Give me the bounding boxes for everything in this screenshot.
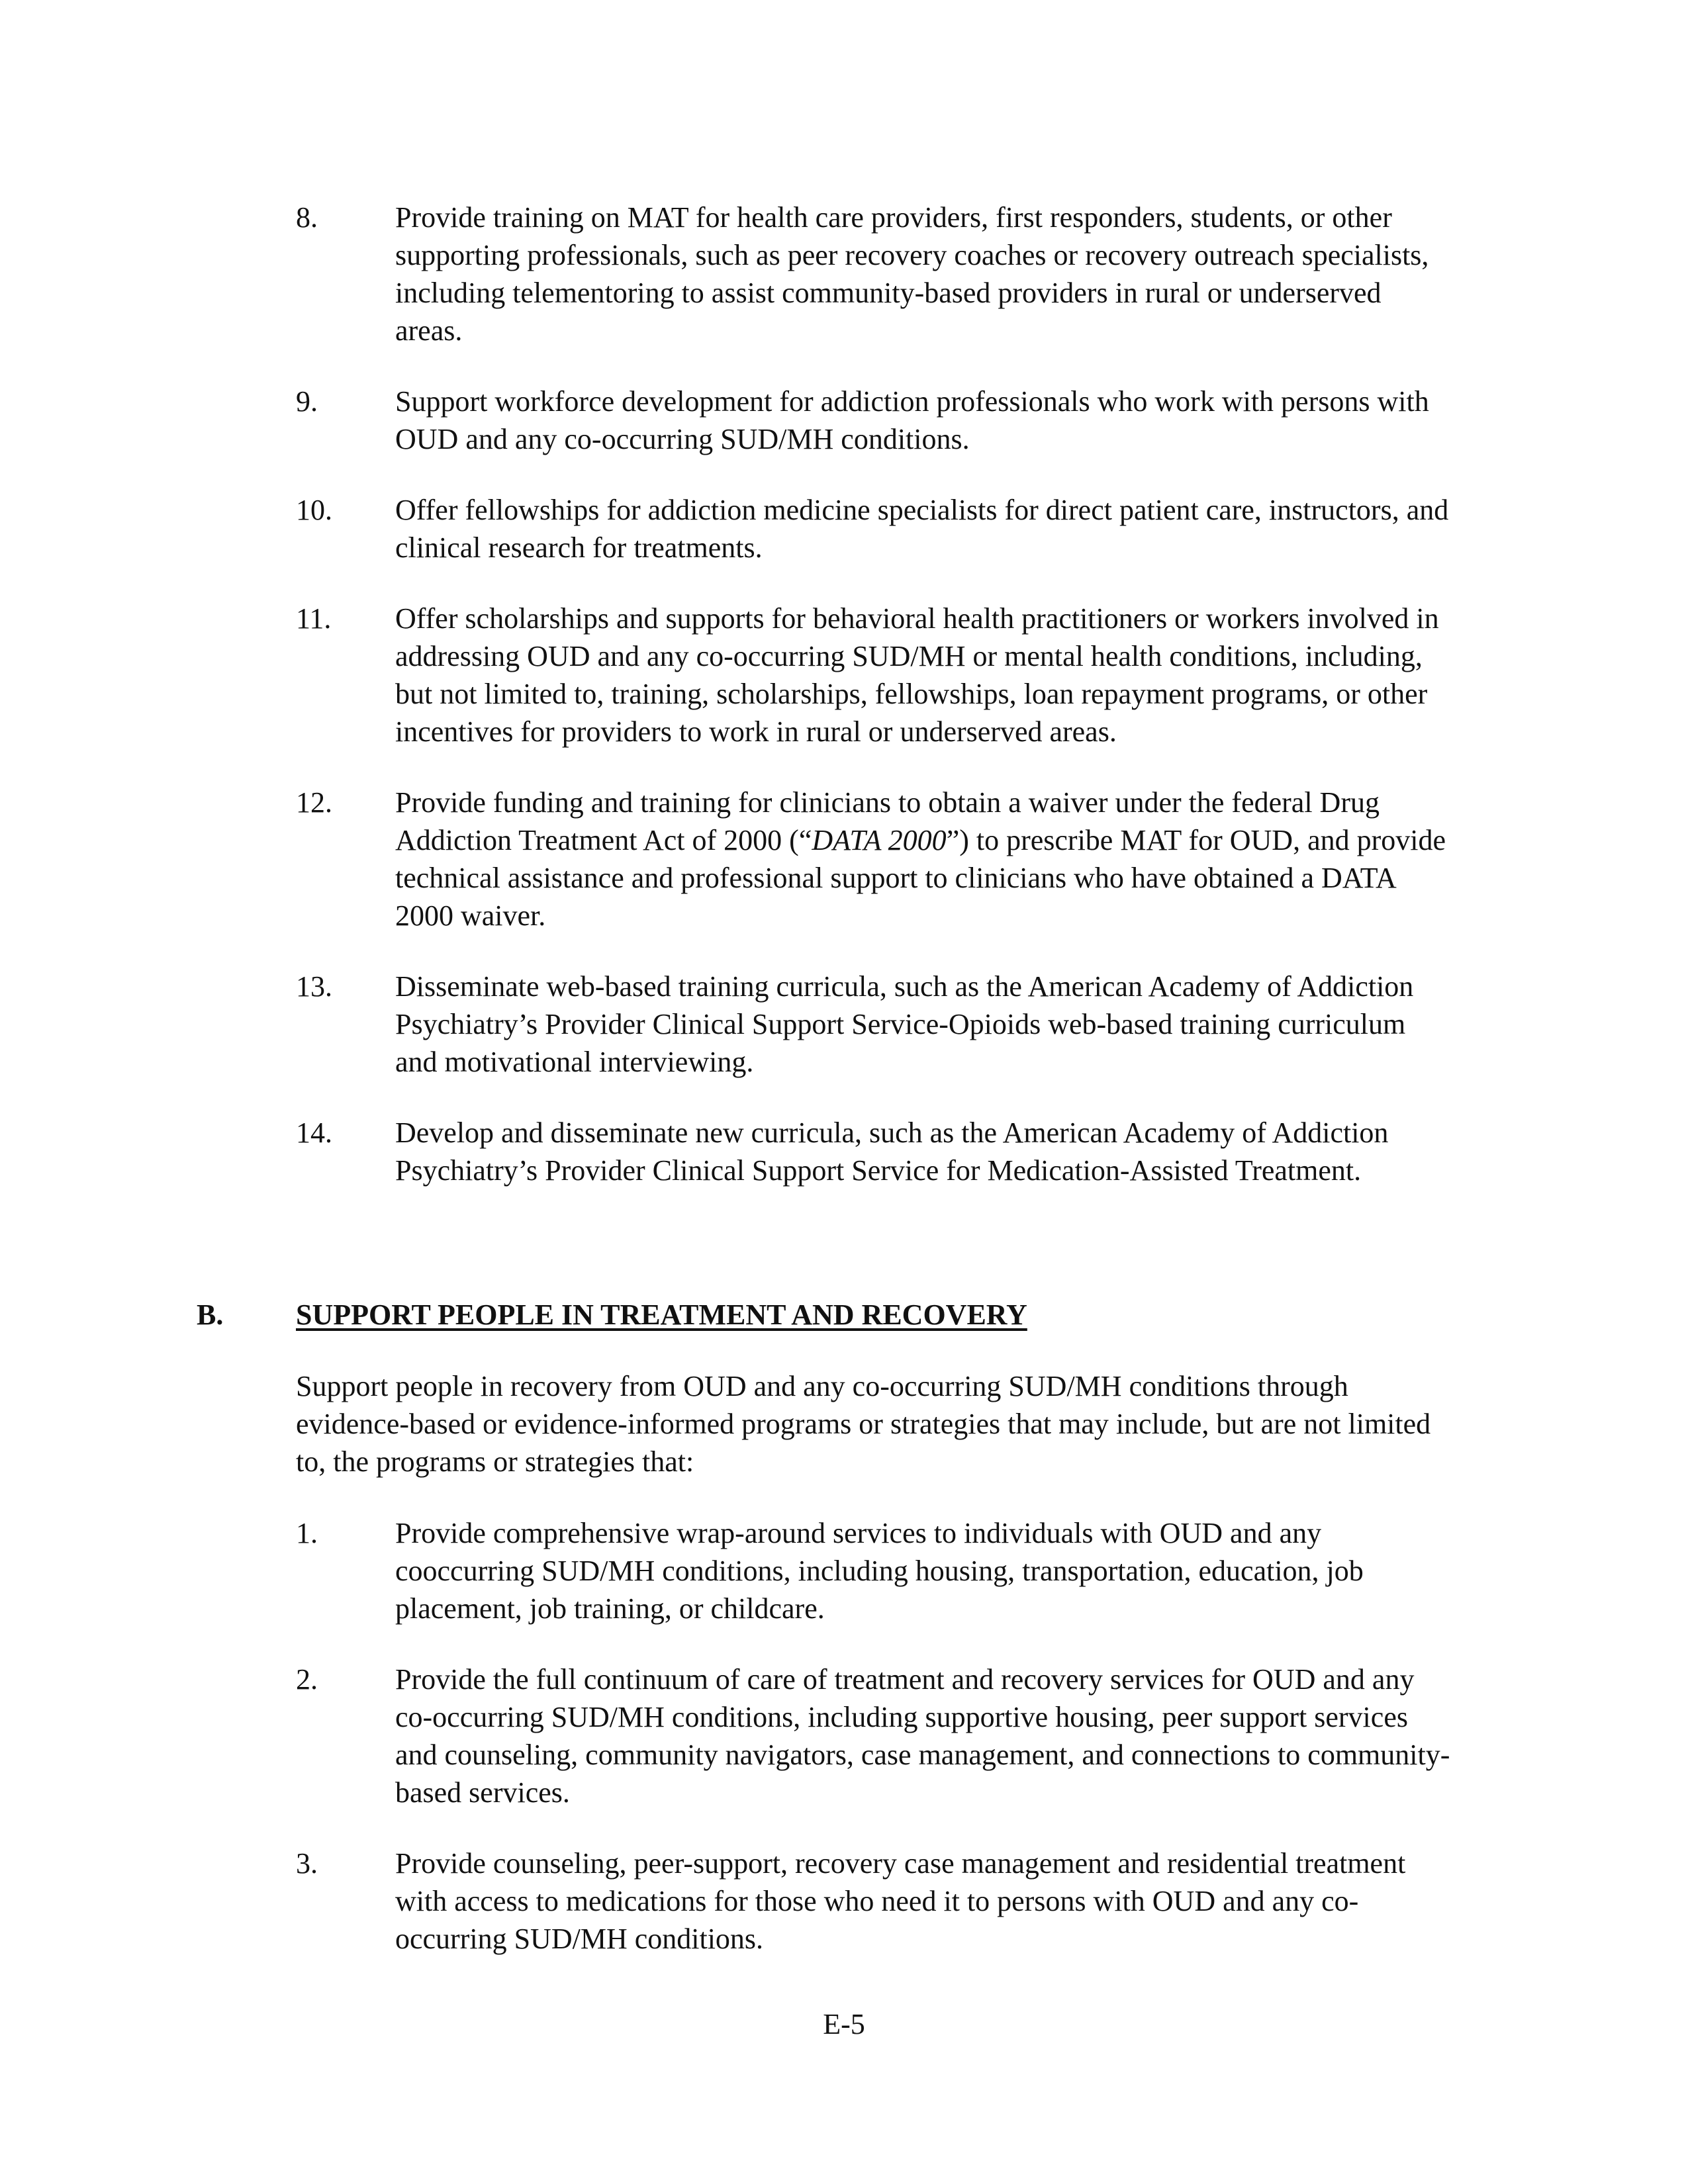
item-number: 12. bbox=[296, 786, 332, 819]
list-item bbox=[296, 491, 1487, 567]
list-item bbox=[296, 1844, 1487, 1958]
list-item bbox=[296, 383, 1487, 458]
item-number: 3. bbox=[296, 1847, 318, 1880]
item-number: 9. bbox=[296, 385, 318, 418]
item-text: Offer scholarships and supports for behavioral health practitioners or workers involved in addressing OUD and any co-occurring SUD/MH or mental health conditions, including, but not limited to, training, scholarships, fellowships, loan repayment programs, or other incentives for providers to work in rural or underserved areas. bbox=[395, 602, 1439, 748]
italic-term: DATA 2000 bbox=[812, 824, 947, 856]
item-text-part: Provide funding and training for clinicians to obtain a waiver under the federal Drug Addiction Treatment Act of 2000 (“ bbox=[395, 786, 1380, 856]
numbered-list bbox=[296, 199, 1487, 1222]
item-text bbox=[395, 784, 1454, 934]
item-number: 10. bbox=[296, 494, 332, 526]
item-number: 14. bbox=[296, 1116, 332, 1149]
item-number: 1. bbox=[296, 1517, 318, 1549]
section-heading bbox=[197, 1296, 1027, 1334]
list-item bbox=[296, 1514, 1487, 1627]
item-text-part: ”) to prescribe MAT for OUD, and provide technical assistance and professional support to clinicians who have obtained a DATA 2000 waiver. bbox=[395, 824, 1446, 932]
list-item bbox=[296, 784, 1487, 934]
item-text: Provide training on MAT for health care providers, first responders, students, or other supporting professionals, such as peer recovery coaches or recovery outreach specialists, including telementoring to assist community-based providers in rural or underserved areas. bbox=[395, 201, 1429, 347]
item-text: Provide counseling, peer-support, recovery case management and residential treatment with access to medications for those who need it to persons with OUD and any co-occurring SUD/MH conditions. bbox=[395, 1847, 1406, 1955]
list-item bbox=[296, 199, 1487, 349]
item-number: 13. bbox=[296, 970, 332, 1003]
item-text: Offer fellowships for addiction medicine specialists for direct patient care, instructors, and clinical research for treatments. bbox=[395, 494, 1449, 564]
list-item bbox=[296, 1114, 1487, 1189]
list-item bbox=[296, 1661, 1487, 1811]
section-letter: B. bbox=[197, 1298, 224, 1331]
numbered-list bbox=[296, 1514, 1487, 1991]
item-text: Develop and disseminate new curricula, such as the American Academy of Addiction Psychiatry’s Provider Clinical Support Service for Medication-Assisted Treatment. bbox=[395, 1116, 1389, 1187]
item-text: Disseminate web-based training curricula, such as the American Academy of Addiction Psychiatry’s Provider Clinical Support Service-Opioids web-based training curriculum and motivational interviewing. bbox=[395, 970, 1414, 1078]
item-number: 8. bbox=[296, 201, 318, 234]
page-number: E-5 bbox=[823, 2008, 865, 2040]
section-title: SUPPORT PEOPLE IN TREATMENT AND RECOVERY bbox=[296, 1298, 1027, 1331]
item-text: Provide comprehensive wrap-around services to individuals with OUD and any cooccurring SUD/MH conditions, including housing, transportation, education, job placement, job training, or childcare. bbox=[395, 1517, 1364, 1625]
section-intro: Support people in recovery from OUD and any co-occurring SUD/MH conditions through evidence-based or evidence-informed programs or strategies that may include, but are not limited to, the programs or strategies that: bbox=[296, 1370, 1431, 1478]
list-item bbox=[296, 600, 1487, 751]
item-number: 11. bbox=[296, 602, 332, 635]
list-item bbox=[296, 968, 1487, 1081]
item-text: Support workforce development for addiction professionals who work with persons with OUD and any co-occurring SUD/MH conditions. bbox=[395, 385, 1429, 455]
item-number: 2. bbox=[296, 1663, 318, 1696]
item-text: Provide the full continuum of care of treatment and recovery services for OUD and any co-occurring SUD/MH conditions, including supportive housing, peer support services and counseling, community navigators, case management, and connections to community-based services. bbox=[395, 1663, 1450, 1809]
